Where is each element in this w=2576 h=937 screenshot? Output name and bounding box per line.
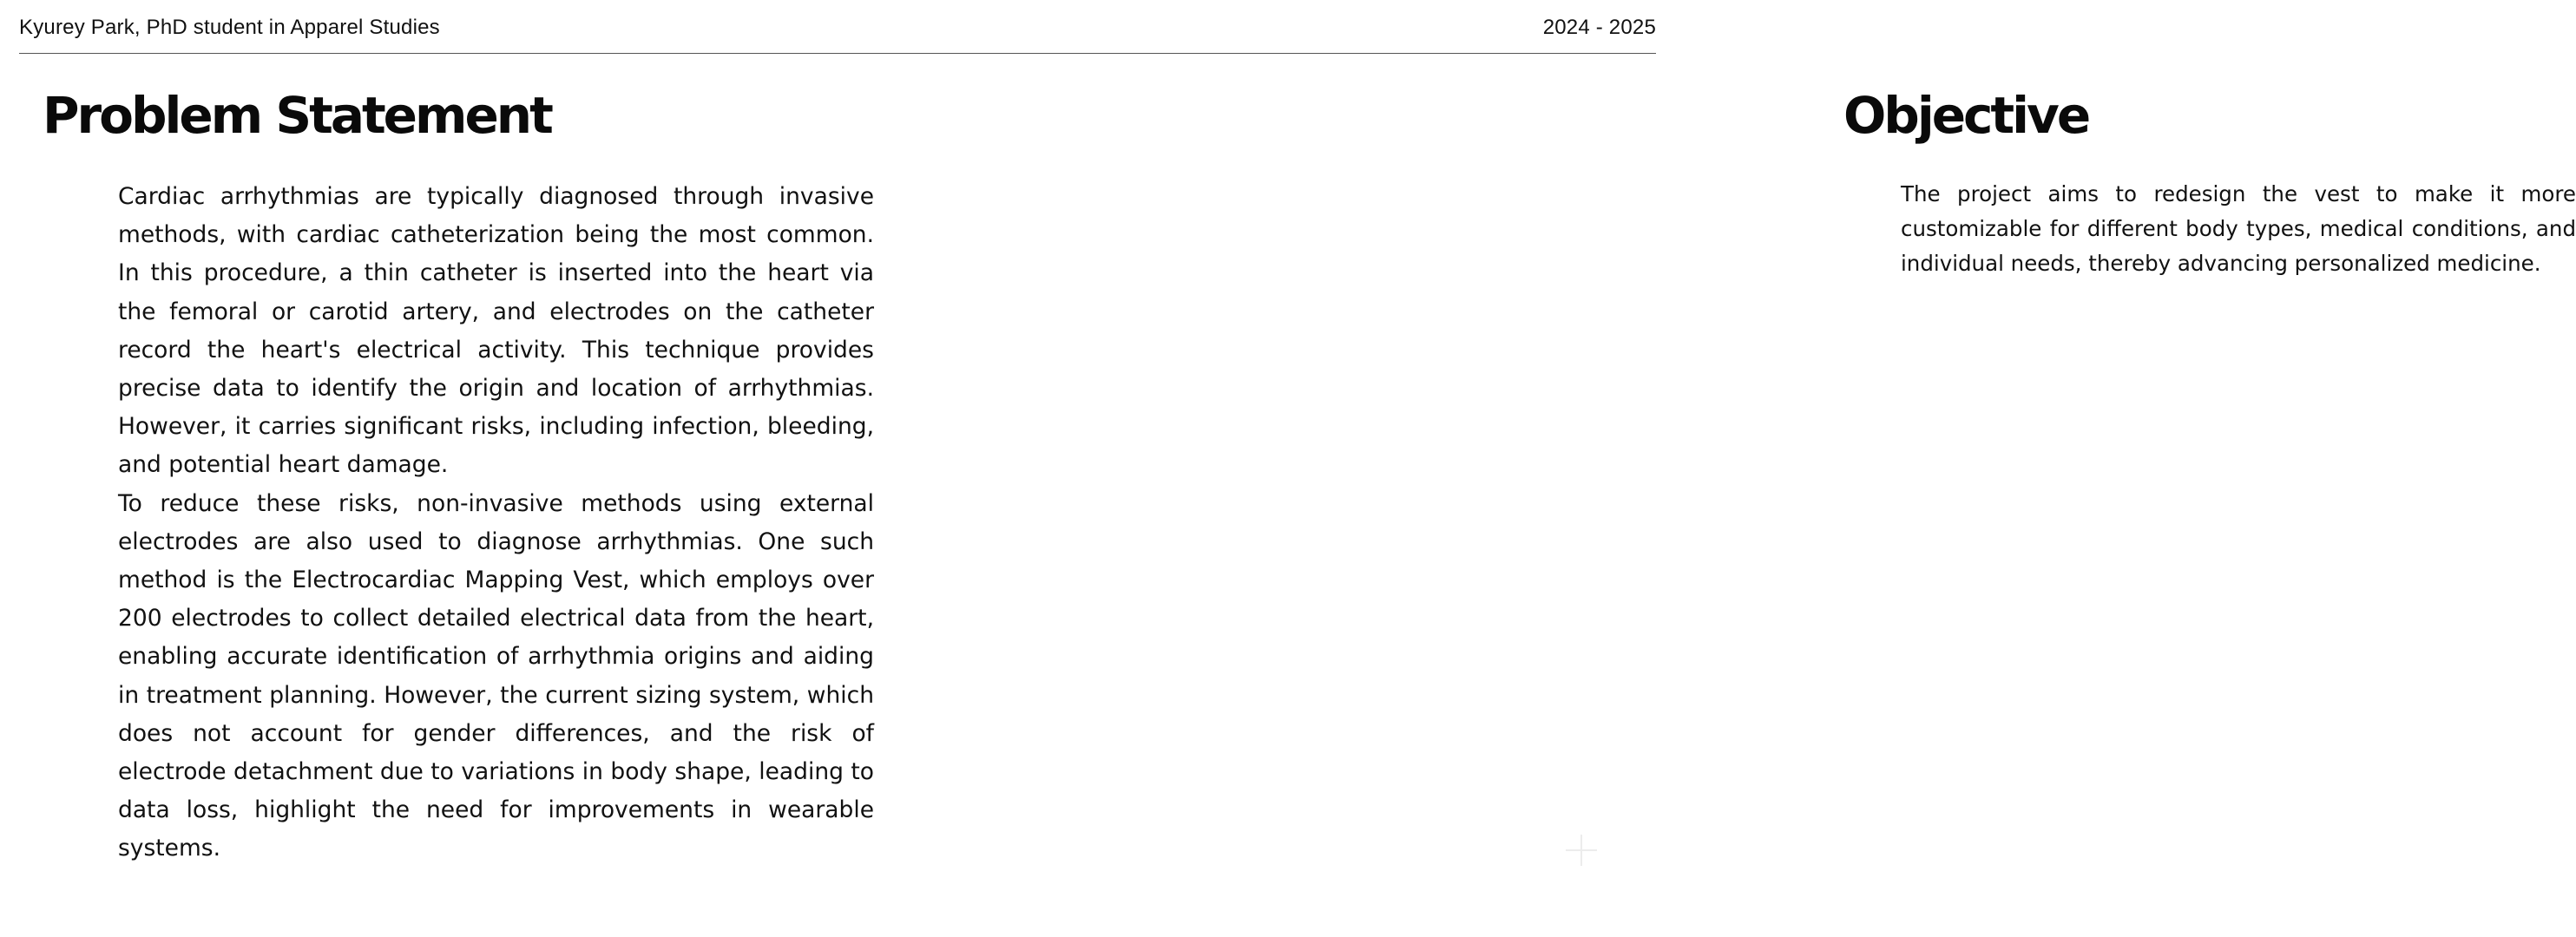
author-label: Kyurey Park, PhD student in Apparel Studies	[19, 16, 440, 39]
page-header	[19, 0, 1656, 54]
objective-body	[1901, 177, 2576, 282]
problem-paragraph-2: To reduce these risks, non-invasive methods using external electrodes are also used to diagnose arrhythmias. One such method is the Electrocardiac Mapping Vest, which employs over 200 electrodes to collect detailed electrical data from the heart, enabling accurate identification of arrhythmia origins and aiding in treatment planning. However, the current sizing system, which does not account for gender differences, and the risk of electrode detachment due to variations in body shape, leading to data loss, highlight the need for improvements in wearable systems.	[118, 489, 874, 862]
problem-paragraph-1: Cardiac arrhythmias are typically diagnosed through invasive methods, with cardiac catheterization being the most common. In this procedure, a thin catheter is inserted into the heart via the femoral or carotid artery, and electrodes on the catheter record the heart's electrical activity. This technique provides precise data to identify the origin and location of arrhythmias. However, it carries significant risks, including infection, bleeding, and potential heart damage.	[118, 183, 874, 479]
problem-statement-body	[118, 178, 874, 868]
year-range: 2024 - 2025	[1542, 16, 1656, 39]
objective-title: Objective	[1843, 86, 2089, 145]
problem-statement-title: Problem Statement	[43, 86, 551, 145]
plus-icon	[1566, 835, 1597, 866]
objective-paragraph: The project aims to redesign the vest to make it more customizable for different body types, medical conditions, and individual needs, thereby advancing personalized medicine.	[1901, 181, 2576, 277]
